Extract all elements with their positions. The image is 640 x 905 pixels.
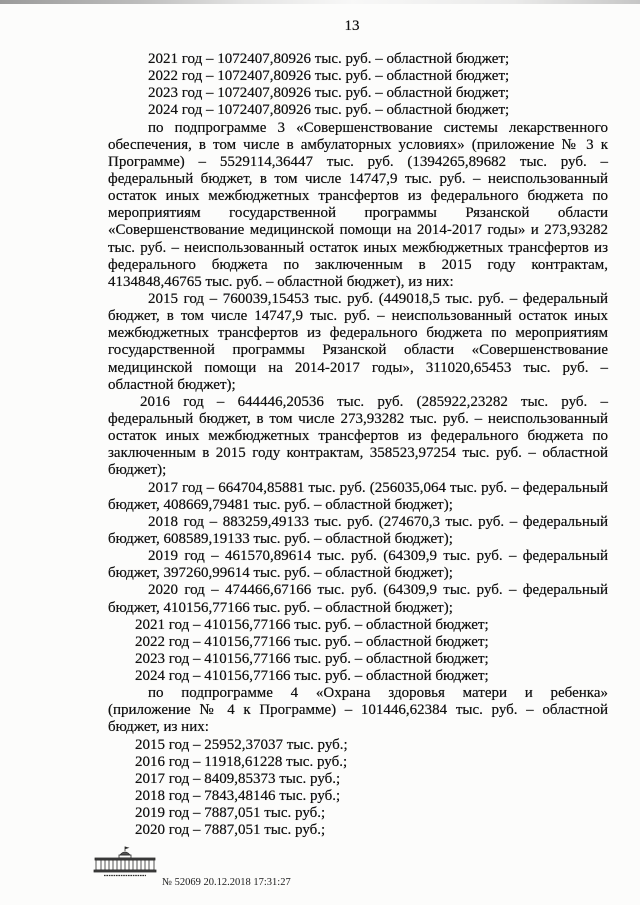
scan-edge: [0, 0, 640, 4]
page-number: 13: [344, 18, 360, 34]
paragraph-line: по подпрограмме 3 «Совершенствование системы лекарственного: [148, 119, 608, 136]
funding-line-2021: 2021 год – 410156,77166 тыс. руб. – областной бюджет;: [135, 616, 489, 633]
paragraph-line: медицинской помощи на 2014-2017 годы», 311020,65453 тыс. руб. –: [108, 359, 608, 376]
paragraph-line: Программе) – 5529114,36447 тыс. руб. (1394265,89682 тыс. руб. –: [108, 153, 608, 170]
paragraph-line: бюджет, из них:: [108, 719, 209, 736]
paragraph-line: по подпрограмме 4 «Охрана здоровья матери и ребенка»: [148, 685, 608, 702]
paragraph-line: (приложение № 4 к Программе) – 101446,62384 тыс. руб. – областной: [108, 702, 608, 719]
paragraph-line: 2018 год – 883259,49133 тыс. руб. (274670,3 тыс. руб. – федеральный: [148, 513, 608, 530]
paragraph-line: 2017 год – 664704,85881 тыс. руб. (256035,064 тыс. руб. – федеральный: [148, 479, 608, 496]
year-paragraph-2016: [108, 394, 608, 480]
paragraph-line: «Совершенствование медицинской помощи на 2014-2017 годы» и 273,93282: [108, 222, 608, 239]
funding-line-2015: 2015 год – 25952,37037 тыс. руб.;: [135, 736, 348, 753]
funding-line-2023: 2023 год – 410156,77166 тыс. руб. – областной бюджет;: [135, 650, 489, 667]
paragraph-line: бюджет, 608589,19133 тыс. руб. – областной бюджет);: [108, 530, 453, 547]
paragraph-line: государственной программы Рязанской области «Совершенствование: [108, 342, 608, 359]
funding-line-2020: 2020 год – 7887,051 тыс. руб.;: [135, 822, 326, 839]
funding-line-2019: 2019 год – 7887,051 тыс. руб.;: [135, 805, 326, 822]
paragraph-line: заключенным в 2015 году контрактам, 358523,97254 тыс. руб. – областной: [108, 445, 608, 462]
funding-line-2024: 2024 год – 410156,77166 тыс. руб. – областной бюджет;: [135, 668, 489, 685]
paragraph-line: бюджет, 410156,77166 тыс. руб. – областной бюджет);: [108, 599, 453, 616]
paragraph-line: областной бюджет);: [108, 376, 236, 393]
paragraph-line: 2019 год – 461570,89614 тыс. руб. (64309,9 тыс. руб. – федеральный: [148, 548, 608, 565]
paragraph-line: мероприятиям государственной программы Рязанской области: [108, 205, 608, 222]
funding-line-2021: 2021 год – 1072407,80926 тыс. руб. – областной бюджет;: [148, 51, 510, 67]
paragraph-line: бюджет, 408669,79481 тыс. руб. – областной бюджет);: [108, 496, 453, 513]
paragraph-line: тыс. руб. – неиспользованный остаток иных межбюджетных трансфертов из: [108, 239, 608, 256]
year-paragraph-2019: [108, 548, 608, 582]
paragraph-subprogram-4: [108, 685, 608, 736]
paragraph-line: остаток иных межбюджетных трансфертов из федерального бюджета по: [108, 188, 608, 205]
year-paragraph-2020: [108, 582, 608, 616]
paragraph-subprogram-3: [108, 120, 608, 291]
document-body: [108, 51, 608, 839]
year-paragraph-2017: [108, 480, 608, 514]
funding-line-2022: 2022 год – 410156,77166 тыс. руб. – областной бюджет;: [135, 633, 489, 650]
paragraph-line: остаток иных межбюджетных трансфертов из федерального бюджета по: [108, 428, 608, 445]
year-paragraph-2018: [108, 514, 608, 548]
funding-line-2017: 2017 год – 8409,85373 тыс. руб.;: [135, 770, 341, 787]
paragraph-line: федеральный бюджет, в том числе 14747,9 тыс. руб. – неиспользованный: [108, 170, 608, 187]
paragraph-line: межбюджетных трансфертов из федерального бюджета по мероприятиям: [108, 325, 608, 342]
previous-years-list: [108, 51, 608, 120]
paragraph-line: обеспечения, в том числе в амбулаторных условиях» (приложение № 3 к: [108, 136, 608, 153]
funding-line-2018: 2018 год – 7843,48146 тыс. руб.;: [135, 788, 341, 805]
funding-line-2016: 2016 год – 11918,61228 тыс. руб.;: [135, 753, 348, 770]
paragraph-line: 2015 год – 760039,15453 тыс. руб. (449018,5 тыс. руб. – федеральный: [148, 290, 608, 307]
paragraph-line: бюджет);: [108, 462, 167, 479]
year-lines-2021-2024: [108, 617, 608, 686]
funding-line-2024: 2024 год – 1072407,80926 тыс. руб. – областной бюджет;: [148, 102, 510, 119]
paragraph-line: 2016 год – 644446,20536 тыс. руб. (285922,23282 тыс. руб. –: [140, 393, 608, 410]
paragraph-line: бюджет, в том числе 14747,9 тыс. руб. – неиспользованный остаток иных: [108, 308, 608, 325]
paragraph-line: федерального бюджета по заключенным в 2015 году контрактам,: [108, 256, 608, 273]
funding-line-2022: 2022 год – 1072407,80926 тыс. руб. – областной бюджет;: [148, 68, 510, 85]
paragraph-line: федеральный бюджет, в том числе 273,93282 тыс. руб. – неиспользованный: [108, 410, 608, 427]
funding-line-2023: 2023 год – 1072407,80926 тыс. руб. – областной бюджет;: [148, 85, 510, 102]
registration-stamp: № 52069 20.12.2018 17:31:27: [162, 877, 291, 888]
year-paragraph-2015: [108, 291, 608, 394]
paragraph-line: бюджет, 397260,99614 тыс. руб. – областной бюджет);: [108, 565, 453, 582]
paragraph-line: 4134848,46765 тыс. руб. – областной бюджет), из них:: [108, 273, 454, 290]
government-building-icon: [92, 846, 158, 880]
paragraph-line: 2020 год – 474466,67166 тыс. руб. (64309,9 тыс. руб. – федеральный: [148, 582, 608, 599]
subprogram-4-years-list: [108, 737, 608, 840]
